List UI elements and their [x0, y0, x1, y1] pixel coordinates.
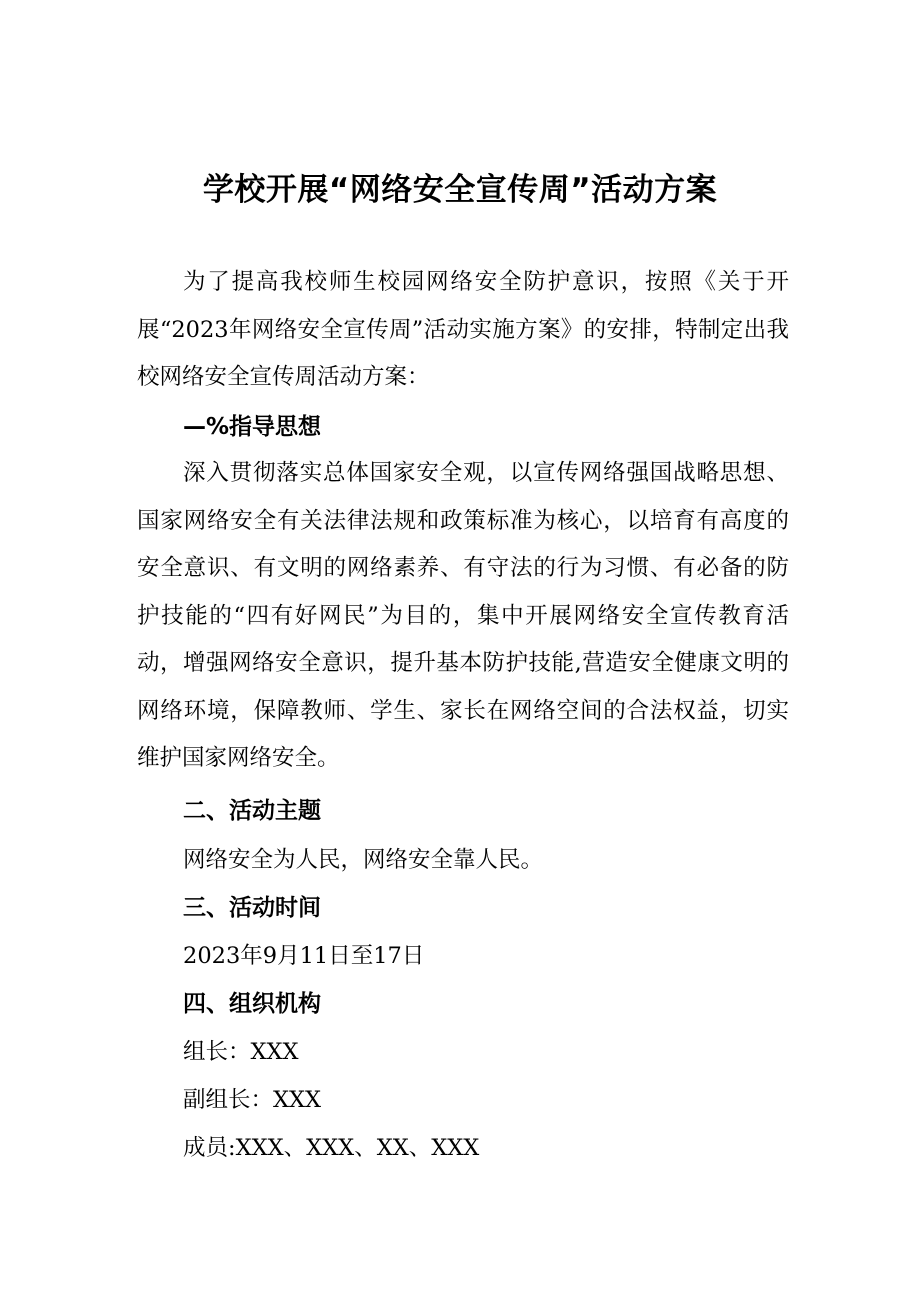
section-heading-guiding-ideology: —%指导思想 — [183, 414, 322, 440]
activity-theme-text: 网络安全为人民，网络安全靠人民。 — [183, 847, 544, 873]
document-title: 学校开展“网络安全宣传周”活动方案 — [202, 172, 718, 208]
intro-paragraph: 为了提高我校师生校园网络安全防护意识，按照《关于开展“2023年网络安全宣传周”活动实施方案》的安排，特制定出我校网络安全宣传周活动方案： — [137, 269, 789, 390]
activity-time-text: 2023年9月11日至17日 — [183, 943, 425, 969]
organization-deputy-leader: 副组长：XXX — [183, 1087, 322, 1113]
section-heading-activity-time: 三、活动时间 — [183, 895, 321, 921]
section-heading-activity-theme: 二、活动主题 — [183, 798, 321, 824]
guiding-ideology-paragraph: 深入贯彻落实总体国家安全观，以宣传网络强国战略思想、国家网络安全有关法律法规和政策标准为核心，以培育有高度的安全意识、有文明的网络素养、有守法的行为习惯、有必备的防护技能的“四有好网民”为目的，集中开展网络安全宣传教育活动，增强网络安全意识，提升基本防护技能,营造安全健康文明的网络环境，保障教师、学生、家长在网络空间的合法权益，切实维护国家网络安全。 — [137, 460, 789, 771]
organization-leader: 组长：XXX — [183, 1039, 299, 1065]
organization-members: 成员:XXX、XXX、XX、XXX — [183, 1135, 480, 1161]
section-heading-organization: 四、组织机构 — [183, 991, 321, 1017]
